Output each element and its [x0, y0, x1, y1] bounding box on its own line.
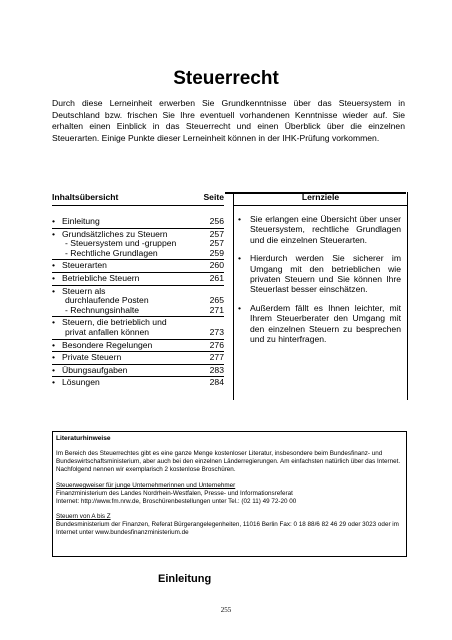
section-heading: Einleitung — [158, 573, 212, 585]
page-title: Steuerrecht — [173, 68, 279, 89]
toc-item — [52, 366, 224, 376]
toc-item-page: 276 — [209, 339, 224, 350]
literature-title: Literaturhinweise — [56, 435, 111, 442]
toc-item — [52, 353, 224, 363]
toc-item-label: - Rechnungsinhalte — [65, 304, 140, 315]
toc-item-label: Besondere Regelungen — [62, 339, 153, 350]
toc-item-page: 277 — [209, 352, 224, 363]
toc-item — [52, 306, 224, 316]
toc-item-page: 261 — [209, 272, 224, 283]
intro-paragraph: Durch diese Lerneinheit erwerben Sie Grundkenntnisse über das Steuersystem in Deutschland bzw. frischen Sie Ihre eventuell vorhandenen Kenntnisse wieder auf. Sie erhalten einen Einblick in das Steuerrecht und einen Überblick über die einzelnen Steuerarten. Einige Punkte dieser Lerneinheit können in der IHK-Prüfung vorkommen. — [52, 98, 405, 143]
literature-ref2-title: Steuern von A bis Z — [56, 513, 111, 520]
toc-item-page: 283 — [209, 364, 224, 375]
toc-bullet: • — [52, 285, 56, 296]
lernziel-item — [238, 253, 401, 295]
toc-bullet: • — [52, 364, 56, 375]
toc-item — [52, 274, 224, 284]
toc-header — [52, 192, 224, 206]
lernziel-bullet: • — [238, 253, 242, 264]
toc-item-label: - Steuersystem und -gruppen — [65, 238, 177, 249]
toc-item-page: 256 — [209, 216, 224, 226]
lernziele-header: Lernziele — [234, 192, 407, 206]
toc-item-label: Private Steuern — [62, 352, 122, 363]
lernziel-text: Hierdurch werden Sie sicherer im Umgang mit den betrieblichen wie privaten Steuern und Sie können Ihre Steuerlast besser einschätzen. — [250, 253, 401, 295]
toc-item — [52, 341, 224, 351]
literature-ref1-title: Steuerwegweiser für junge Unternehmerinnen und Unternehmer — [56, 482, 236, 489]
toc-item-label: privat anfallen können — [65, 326, 150, 337]
lernziel-bullet: • — [238, 214, 242, 224]
page-number: 255 — [220, 606, 232, 614]
toc-bullet: • — [52, 216, 56, 226]
toc-header-page: Seite — [203, 192, 224, 202]
literature-ref1-line1: Finanzministerium des Landes Nordrhein-Westfalen, Presse- und Informationsreferat — [56, 490, 293, 497]
lernziel-bullet: • — [238, 302, 242, 313]
toc-item-page: 259 — [209, 247, 224, 258]
toc-item-page: 257 — [209, 238, 224, 249]
toc-item-label: Lösungen — [62, 377, 100, 388]
toc-item-page: 271 — [209, 304, 224, 315]
toc-item-page: 265 — [209, 295, 224, 306]
toc-bullet: • — [52, 228, 56, 239]
toc-list — [52, 217, 224, 388]
lernziele-list — [234, 206, 407, 344]
literature-text: Im Bereich des Steuerrechtes gibt es eine ganze Menge kostenloser Literatur, insbesondere beim Bundesfinanz- und Bundeswirtschaftsministerium, aber auch bei den einzelnen Länderregierungen. Am einfachsten natürlich über das Internet. Nachfolgend nennen wir exemplarisch 2 kostenlose Broschüren. — [56, 450, 401, 473]
toc-bullet — [52, 328, 62, 338]
toc-item-label: Steuerarten — [62, 260, 107, 271]
toc-bullet: • — [52, 339, 56, 350]
lernziel-text: Außerdem fällt es Ihnen leichter, mit Ihrem Steuerberater den Umgang mit den einzelnen Steuern zu besprechen und zu hinterfragen. — [250, 302, 401, 345]
lernziele-box — [233, 192, 408, 400]
literature-ref1-line2: Internet: http://www.fm.nrw.de, Broschürenbestellungen unter Tel.: (02 11) 49 72-20 00 — [56, 498, 297, 505]
toc-item-label: Einleitung — [62, 216, 100, 226]
lernziel-text: Sie erlangen eine Übersicht über unser Steuersystem, rechtliche Grundlagen und die einzelnen Steuerarten. — [250, 214, 401, 245]
toc-item-page: 260 — [209, 260, 224, 271]
toc-item-label: durchlaufende Posten — [65, 295, 149, 306]
toc-item-label: Steuern als — [62, 285, 106, 296]
toc-bullet — [52, 306, 62, 316]
toc-item-page: 284 — [209, 377, 224, 388]
lernziel-item — [238, 303, 401, 345]
toc-bullet: • — [52, 272, 56, 283]
toc-bullet: • — [52, 317, 56, 328]
toc-item-label: Steuern, die betrieblich und — [62, 317, 167, 328]
toc-item — [52, 328, 224, 338]
literature-box — [52, 431, 407, 557]
toc-bullet: • — [52, 377, 56, 388]
toc-item — [52, 217, 224, 227]
toc-item — [52, 249, 224, 259]
toc-item-page: 257 — [209, 228, 224, 239]
lernziel-item — [238, 214, 401, 245]
toc-item-label: - Rechtliche Grundlagen — [65, 247, 158, 258]
toc-item-label: Übungsaufgaben — [62, 364, 128, 375]
toc-item-page: 273 — [209, 326, 224, 337]
toc-bullet: • — [52, 260, 56, 271]
toc-bullet — [52, 296, 62, 306]
toc-bullet — [52, 249, 62, 259]
toc-bullet: • — [52, 352, 56, 363]
toc-item-label: Betriebliche Steuern — [62, 272, 140, 283]
toc-item — [52, 378, 224, 388]
toc-header-title: Inhaltsübersicht — [52, 192, 119, 202]
literature-ref2-line1: Bundesministerium der Finanzen, Referat Bürgerangelegenheiten, 11016 Berlin Fax: 0 18 88/6 82 46 29 oder 3023 oder im Internet unter www.bundesfinanzministerium.de — [56, 521, 399, 536]
toc-bullet — [52, 239, 62, 249]
toc-item — [52, 261, 224, 271]
table-of-contents — [52, 192, 224, 388]
toc-item-label: Grundsätzliches zu Steuern — [62, 228, 168, 239]
